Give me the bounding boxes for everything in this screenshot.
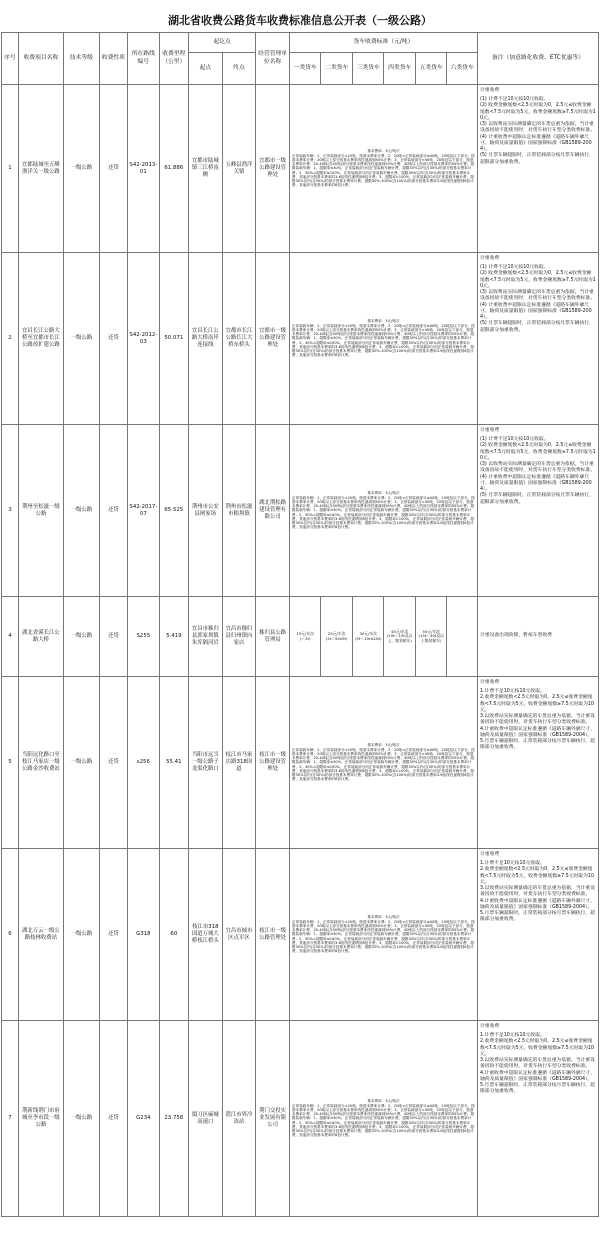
billing-body: 正常装载车辆：1、正常装载部分<20吨，按基本费率计费；2、20吨<正常装载部分≤40吨，20吨及以下部分，按基本费率计费；20吨以上部分按基本费率线性递减到50%计费；3、正常装载部分>40吨，20吨及以下部分，按基本费率计费，20-40吨(含40吨)部分按基本费率线性递减到50%计费，40吨以上的部分按基本费率的50%计费。超限装载车辆：1、超限率≤30%，正常装载部分同正常装载车辆计费，超限30%以内(含30%)的部分按基本费率计费；2、30%<超限率≤100%，正常装载部分同正常装载车辆计费，超限30%以内(含30%)的部分按基本费率计费，其他部分按基本费率的3-6倍线性递增到6倍计费；3、超限率>100%，正常装载部分同正常装载车辆计费，超限30%以内(含30%)的部分按基本费率计费，超限30%-100%(含100%)的部分按基本费率3-6倍线性递增到6倍计费，其他部分按基本费率的6倍计费。	[291, 323, 475, 358]
fee-desc: (＜2t)	[299, 635, 311, 641]
header-route-no: 所在路线编号	[128, 33, 160, 85]
header-standard: 货车收费标准（元/吨）	[289, 33, 477, 53]
table-body	[2, 85, 599, 1217]
remarks-item: 5.月票车辆超限时，正常装载部分按月票车辆执行，超限部分加重收费。	[479, 911, 595, 923]
row-tech-grade: 一级公路	[64, 85, 100, 253]
page-title: 湖北省收费公路货车收费标准信息公开表（一级公路）	[168, 14, 432, 27]
remarks-item: (1) 计费不足10元按10元收取。	[479, 97, 549, 103]
row-operator: 宜都市一级公路建设管理处	[256, 253, 290, 425]
row-operator: 宜都市一级公路建设管理处	[256, 85, 290, 253]
row-mileage: 23.758	[159, 1021, 188, 1217]
row-project: 湖北万云一级公路枝林收费站	[18, 849, 63, 1021]
row-class-fee	[384, 597, 416, 677]
row-end: 宜都市长江公路长江大桥东桥头	[222, 253, 256, 425]
row-operator: 枝江市一级公路建设管理处	[256, 677, 290, 849]
row-seq: 5	[2, 677, 19, 849]
billing-body: 正常装载车辆：1、正常装载部分<20吨，按基本费率计费；2、20吨<正常装载部分≤40吨，20吨及以下部分，按基本费率计费；20吨以上部分按基本费率线性递减到50%计费；3、正常装载部分>40吨，20吨及以下部分，按基本费率计费，20-40吨(含40吨)部分按基本费率线性递减到50%计费，40吨以上的部分按基本费率的50%计费。超限装载车辆：1、超限率≤30%，正常装载部分同正常装载车辆计费，超限30%以内(含30%)的部分按基本费率计费；2、30%<超限率≤100%，正常装载部分同正常装载车辆计费，超限30%以内(含30%)的部分按基本费率计费，其他部分按基本费率的3-6倍线性递增到6倍计费；3、超限率>100%，正常装载部分同正常装载车辆计费，超限30%以内(含30%)的部分按基本费率计费，超限30%-100%(含100%)的部分按基本费率3-6倍线性递增到6倍计费，其他部分按基本费率的6倍计费。	[291, 919, 475, 954]
row-mileage: 5.419	[159, 597, 188, 677]
row-tech-grade: 一级公路	[64, 253, 100, 425]
row-project: 当阳远化路口至枝江马家店一级公路金沙收费站	[18, 677, 63, 849]
remarks-head: 计重收费	[479, 680, 500, 685]
row-mileage: 61.886	[159, 85, 188, 253]
row-start: 宜都市陆城镇三江桥南侧	[189, 85, 223, 253]
row-nature: 还贷	[99, 253, 127, 425]
row-project: 宜都陆城至五峰渔洋关一级公路	[18, 85, 63, 253]
billing-body: 正常装载车辆：1、正常装载部分<20吨，按基本费率计费；2、20吨<正常装载部分≤40吨，20吨及以下部分，按基本费率计费；20吨以上部分按基本费率线性递减到50%计费；3、正常装载部分>40吨，20吨及以下部分，按基本费率计费，20-40吨(含40吨)部分按基本费率线性递减到50%计费，40吨以上的部分按基本费率的50%计费。超限装载车辆：1、超限率≤30%，正常装载部分同正常装载车辆计费，超限30%以内(含30%)的部分按基本费率计费；2、30%<超限率≤100%，正常装载部分同正常装载车辆计费，超限30%以内(含30%)的部分按基本费率计费，其他部分按基本费率的3-6倍线性递增到6倍计费；3、超限率>100%，正常装载部分同正常装载车辆计费，超限30%以内(含30%)的部分按基本费率计费，超限30%-100%(含100%)的部分按基本费率3-6倍线性递增到6倍计费，其他部分按基本费率的6倍计费。	[291, 495, 475, 530]
fee-table	[1, 32, 599, 1217]
table-row	[2, 597, 599, 677]
fee-desc: (2t＜5t≤5t)	[325, 635, 348, 641]
remarks-item: (5) 月票车辆超限时，正常装载部分按月票车辆执行，超限部分加重收费。	[479, 321, 594, 333]
row-tech-grade: 一级公路	[64, 849, 100, 1021]
billing-head: 基本费率：3元/吨次	[367, 319, 400, 324]
row-class-fee	[289, 597, 321, 677]
header-project: 收费项目名称	[18, 33, 63, 85]
row-end: 五峰县渔洋关镇	[222, 85, 256, 253]
billing-body: 正常装载车辆：1、正常装载部分<20吨，按基本费率计费；2、20吨<正常装载部分≤40吨，20吨及以下部分，按基本费率计费；20吨以上部分按基本费率线性递减到50%计费；3、正常装载部分>40吨，20吨及以下部分，按基本费率计费，20-40吨(含40吨)部分按基本费率线性递减到50%计费，40吨以上的部分按基本费率的50%计费。超限装载车辆：1、超限率≤30%，正常装载部分同正常装载车辆计费，超限30%以内(含30%)的部分按基本费率计费；2、30%<超限率≤100%，正常装载部分同正常装载车辆计费，超限30%以内(含30%)的部分按基本费率计费，其他部分按基本费率的3-6倍线性递增到6倍计费；3、超限率>100%，正常装载部分同正常装载车辆计费，超限30%以内(含30%)的部分按基本费率计费，超限30%-100%(含100%)的部分按基本费率3-6倍线性递增到6倍计费，其他部分按基本费率的6倍计费。	[291, 1103, 475, 1138]
row-project: 荆州至松滋一级公路	[18, 425, 63, 597]
row-start: 宜昌市秭归县郭家坝镇朱库隔河岩	[189, 597, 223, 677]
remarks-item: (3) 以收费站实际测量确定的车货总重为依据，当计重设备因故不能使用时，对货车执行车型分类收费标准。	[479, 462, 596, 474]
remarks-item: (3) 以收费站实际测量确定的车货总重为依据，当计重设备因故不能使用时，对货车执行车型分类收费标准。	[479, 290, 596, 302]
header-operator: 经营管理单位名称	[256, 33, 290, 85]
table-row	[2, 253, 599, 425]
header-end: 终点	[222, 53, 256, 85]
header-tech-grade: 技术等级	[64, 33, 100, 85]
row-start: 荆州市公安县闸家场	[189, 425, 223, 597]
billing-head: 基本费率：3元/吨次	[367, 743, 400, 748]
row-nature: 还贷	[99, 677, 127, 849]
row-remarks	[477, 253, 598, 425]
fee-amount: 55元/车次	[422, 628, 440, 634]
row-start: 当阳市远当一级公路子龙渠化路口	[189, 677, 223, 849]
table-row	[2, 677, 599, 849]
fee-amount: 30元/车次	[359, 630, 377, 636]
remarks-item: (3) 以收费站实际测量确定的车货总重为依据，当计重设备因故不能使用时，对货车执行车型分类收费标准。	[479, 122, 596, 134]
row-route-no: S255	[128, 597, 160, 677]
remarks-item: 5.月票车辆超限时，正常装载部分按月票车辆执行，超限部分加重收费。	[479, 739, 595, 751]
header-mileage: 收费里程（公里）	[159, 33, 188, 85]
row-project: 湖北香溪长江公路大桥	[18, 597, 63, 677]
remarks-item: (4) 计重收费中超限认定标准遵循《道路车辆外廓尺寸、轴荷及质量限值》国家强制标准（GB1589-2004）。	[479, 302, 592, 321]
row-operator: 湖北荆松路建设管理有限公司	[256, 425, 290, 597]
row-route-no: G234	[128, 1021, 160, 1217]
row-seq: 1	[2, 85, 19, 253]
row-remarks	[477, 85, 598, 253]
header-class-3: 三类货车	[352, 53, 384, 85]
remarks-item: 4.计重收费中超限认定标准遵循《道路车辆外廓尺寸、轴荷及质量限值》国家强制标准（GB1589-2004）。	[479, 1070, 595, 1082]
row-nature: 还贷	[99, 425, 127, 597]
remarks-head: 计重收费	[479, 428, 500, 433]
billing-body: 正常装载车辆：1、正常装载部分<20吨，按基本费率计费；2、20吨<正常装载部分≤40吨，20吨及以下部分，按基本费率计费；20吨以上部分按基本费率线性递减到50%计费；3、正常装载部分>40吨，20吨及以下部分，按基本费率计费，20-40吨(含40吨)部分按基本费率线性递减到50%计费，40吨以上的部分按基本费率的50%计费。超限装载车辆：1、超限率≤30%，正常装载部分同正常装载车辆计费，超限30%以内(含30%)的部分按基本费率计费；2、30%<超限率≤100%，正常装载部分同正常装载车辆计费，超限30%以内(含30%)的部分按基本费率计费，其他部分按基本费率的3-6倍线性递增到6倍计费；3、超限率>100%，正常装载部分同正常装载车辆计费，超限30%以内(含30%)的部分按基本费率计费，超限30%-100%(含100%)的部分按基本费率3-6倍线性递增到6倍计费，其他部分按基本费率的6倍计费。	[291, 747, 475, 782]
billing-head: 基本费率：3元/吨次	[367, 1099, 400, 1104]
row-seq: 4	[2, 597, 19, 677]
header-class-6: 六类货车	[447, 53, 478, 85]
header-start: 起点	[189, 53, 223, 85]
remarks-item: 3.以收费站实际测量确定的车货总重为依据，当计重设备因故不能使用时，对货车执行车型分类收费标准。	[479, 714, 595, 726]
row-route-no: S42-2017-07	[128, 425, 160, 597]
billing-rules	[289, 253, 477, 425]
row-remarks	[477, 425, 598, 597]
row-project: 荆新线荆门市府城至李市段一级公路	[18, 1021, 63, 1217]
remarks-item: (4) 计重收费中超限认定标准遵循《道路车辆外廓尺寸、轴荷及质量限值》国家强制标准（GB1589-2004）。	[479, 134, 592, 153]
header-class-4: 四类货车	[384, 53, 416, 85]
billing-head: 基本费率：3元/吨次	[367, 149, 400, 154]
remarks-item: 1.计费不足10元按10元收取。	[479, 689, 545, 695]
row-seq: 3	[2, 425, 19, 597]
header-class-2: 二类货车	[321, 53, 353, 85]
row-class-fee	[415, 597, 447, 677]
row-mileage: 60	[159, 849, 188, 1021]
remarks-item: (5) 月票车辆超限时，正常装载部分按月票车辆执行，超限部分加重收费。	[479, 153, 594, 165]
row-remarks	[477, 849, 598, 1021]
fee-amount: 15元/车次	[296, 630, 314, 636]
row-operator: 荆门交投实业发展有限公司	[256, 1021, 290, 1217]
remarks-item: 3.以收费站实际测量确定的车货总重为依据，当计重设备因故不能使用时，对货车执行车型分类收费标准。	[479, 1058, 595, 1070]
fee-amount: 20元/车次	[327, 630, 346, 636]
row-start: 枝江市318国道万城大桥枝江桥头	[189, 849, 223, 1021]
row-mileage: 55.41	[159, 677, 188, 849]
remarks-item: (5) 月票车辆超限时，正常装载部分按月票车辆执行，超限部分加重收费。	[479, 493, 594, 505]
fee-desc: (5t＜10t≤10t)	[354, 635, 382, 641]
row-seq: 7	[2, 1021, 19, 1217]
remarks-item: (4) 计重收费中超限认定标准遵循《道路车辆外廓尺寸、轴荷及质量限值》国家强制标准（GB1589-2004）。	[479, 474, 592, 493]
row-nature: 还贷	[99, 1021, 127, 1217]
remarks-item: (1) 计费不足10元按10元收取。	[479, 265, 549, 271]
row-mileage: 65.525	[159, 425, 188, 597]
remarks-item: (1) 计费不足10元按10元收取。	[479, 437, 549, 443]
table-row	[2, 849, 599, 1021]
row-remarks	[477, 1021, 598, 1217]
remarks-head: 计重收费	[479, 88, 500, 93]
billing-rules	[289, 85, 477, 253]
row-nature: 还贷	[99, 597, 127, 677]
header-remarks: 备注（加意路化收费、ETC优惠等）	[477, 33, 598, 85]
row-start: 宜昌长江公路大桥南岸连接线	[189, 253, 223, 425]
remarks-item: (2) 收费金额尾数<2.5元时取为0，2.5元≤收费金额尾数<7.5元时取为5元，收费金额尾数≥7.5元时取为10元。	[479, 271, 596, 289]
remarks-item: 4.计重收费中超限认定标准遵循《道路车辆外廓尺寸、轴荷及质量限值》国家强制标准（GB1589-2004）。	[479, 898, 595, 910]
row-project: 宜昌长江公路大桥至宜都市长江公路改扩建公路	[18, 253, 63, 425]
billing-head: 基本费率：3元/吨次	[367, 915, 400, 920]
header-class-1: 一类货车	[289, 53, 321, 85]
remarks-item: 4.计重收费中超限认定标准遵循《道路车辆外廓尺寸、轴荷及质量限值》国家强制标准（GB1589-2004）。	[479, 726, 595, 738]
row-end: 荆州市松滋市粮坝镇	[222, 425, 256, 597]
table-row	[2, 425, 599, 597]
header-class-5: 五类货车	[415, 53, 447, 85]
billing-rules	[289, 849, 477, 1021]
row-start: 掇刀区麻城高速口	[189, 1021, 223, 1217]
row-mileage: 50.071	[159, 253, 188, 425]
row-tech-grade: 一级公路	[64, 597, 100, 677]
row-route-no: S42-2012-03	[128, 253, 160, 425]
row-operator: 秭归县公路管理局	[256, 597, 290, 677]
row-class-fee	[352, 597, 384, 677]
table-row	[2, 85, 599, 253]
remarks-head: 计重收费	[479, 256, 500, 261]
remarks-item: (2) 收费金额尾数<2.5元时取为0，2.5元≤收费金额尾数<7.5元时取为5元，收费金额尾数≥7.5元时取为10元。	[479, 443, 596, 461]
header-start-end: 起讫点	[189, 33, 256, 53]
fee-amount: 45元/车次	[390, 628, 409, 634]
row-nature: 还贷	[99, 849, 127, 1021]
remarks-head: 计重收费	[479, 1024, 500, 1029]
row-tech-grade: 一级公路	[64, 425, 100, 597]
row-route-no: S42-2013-01	[128, 85, 160, 253]
row-route-no: s256	[128, 677, 160, 849]
row-tech-grade: 一级公路	[64, 677, 100, 849]
row-remarks	[477, 677, 598, 849]
row-end: 枝江市马家店路318国道	[222, 677, 256, 849]
row-nature: 还贷	[99, 85, 127, 253]
billing-head: 基本费率：3元/吨次	[367, 491, 400, 496]
row-end: 宜昌市城市区点军区	[222, 849, 256, 1021]
row-end: 潜江市界冷冻站	[222, 1021, 256, 1217]
table-row	[2, 1021, 599, 1217]
fee-desc: (15t＜40t及以上集装箱车)	[418, 633, 444, 643]
remarks-item: (2) 收费金额尾数<2.5元时取为0，2.5元≤收费金额尾数<7.5元时取为5元，收费金额尾数≥7.5元时取为10元。	[479, 103, 596, 121]
remarks-item: 3.以收费站实际测量确定的车货总重为依据，当计重设备因故不能使用时，对货车执行车型分类收费标准。	[479, 886, 595, 898]
remarks-item: 2.收费金额尾数<2.5元时取为0，2.5元≤收费金额尾数<7.5元时取为5元，收费金额尾数≥7.5元时取为10元。	[479, 867, 594, 885]
header-seq: 序号	[2, 33, 19, 85]
remarks-item: 2.收费金额尾数<2.5元时取为0，2.5元≤收费金额尾数<7.5元时取为5元，收费金额尾数≥7.5元时取为10元。	[479, 1039, 594, 1057]
row-seq: 6	[2, 849, 19, 1021]
remarks-item: 1.计费不足10元按10元收取。	[479, 1033, 545, 1039]
row-remarks: 计重设备出现故障，暂按车型收费	[477, 597, 598, 677]
billing-body: 正常装载车辆：1、正常装载部分<20吨，按基本费率计费；2、20吨<正常装载部分≤40吨，20吨及以下部分，按基本费率计费；20吨以上部分按基本费率线性递减到50%计费；3、正常装载部分>40吨，20吨及以下部分，按基本费率计费，20-40吨(含40吨)部分按基本费率线性递减到50%计费，40吨以上的部分按基本费率的50%计费。超限装载车辆：1、超限率≤30%，正常装载部分同正常装载车辆计费，超限30%以内(含30%)的部分按基本费率计费；2、30%<超限率≤100%，正常装载部分同正常装载车辆计费，超限30%以内(含30%)的部分按基本费率计费，其他部分按基本费率的3-6倍线性递增到6倍计费；3、超限率>100%，正常装载部分同正常装载车辆计费，超限30%以内(含30%)的部分按基本费率计费，超限30%-100%(含100%)的部分按基本费率3-6倍线性递增到6倍计费，其他部分按基本费率的6倍计费。	[291, 153, 475, 188]
row-class-fee-empty	[447, 597, 478, 677]
row-route-no: G318	[128, 849, 160, 1021]
row-tech-grade: 一级公路	[64, 1021, 100, 1217]
billing-rules	[289, 425, 477, 597]
billing-rules	[289, 1021, 477, 1217]
row-end: 宜昌市秭归县归州镇向家店	[222, 597, 256, 677]
fee-desc: (10t＜15t及以上、集装箱车)	[386, 633, 413, 643]
billing-rules	[289, 677, 477, 849]
row-operator: 枝江市一级公路管理处	[256, 849, 290, 1021]
remarks-item: 1.计费不足10元按10元收取。	[479, 861, 545, 867]
remarks-head: 计重收费	[479, 852, 500, 857]
header-nature: 收费性质	[99, 33, 127, 85]
row-seq: 2	[2, 253, 19, 425]
remarks-item: 5.月票车辆超限时，正常装载部分按月票车辆执行，超限部分加重收费。	[479, 1083, 595, 1095]
row-class-fee	[321, 597, 353, 677]
remarks-item: 2.收费金额尾数<2.5元时取为0，2.5元≤收费金额尾数<7.5元时取为5元，收费金额尾数≥7.5元时取为10元。	[479, 695, 594, 713]
